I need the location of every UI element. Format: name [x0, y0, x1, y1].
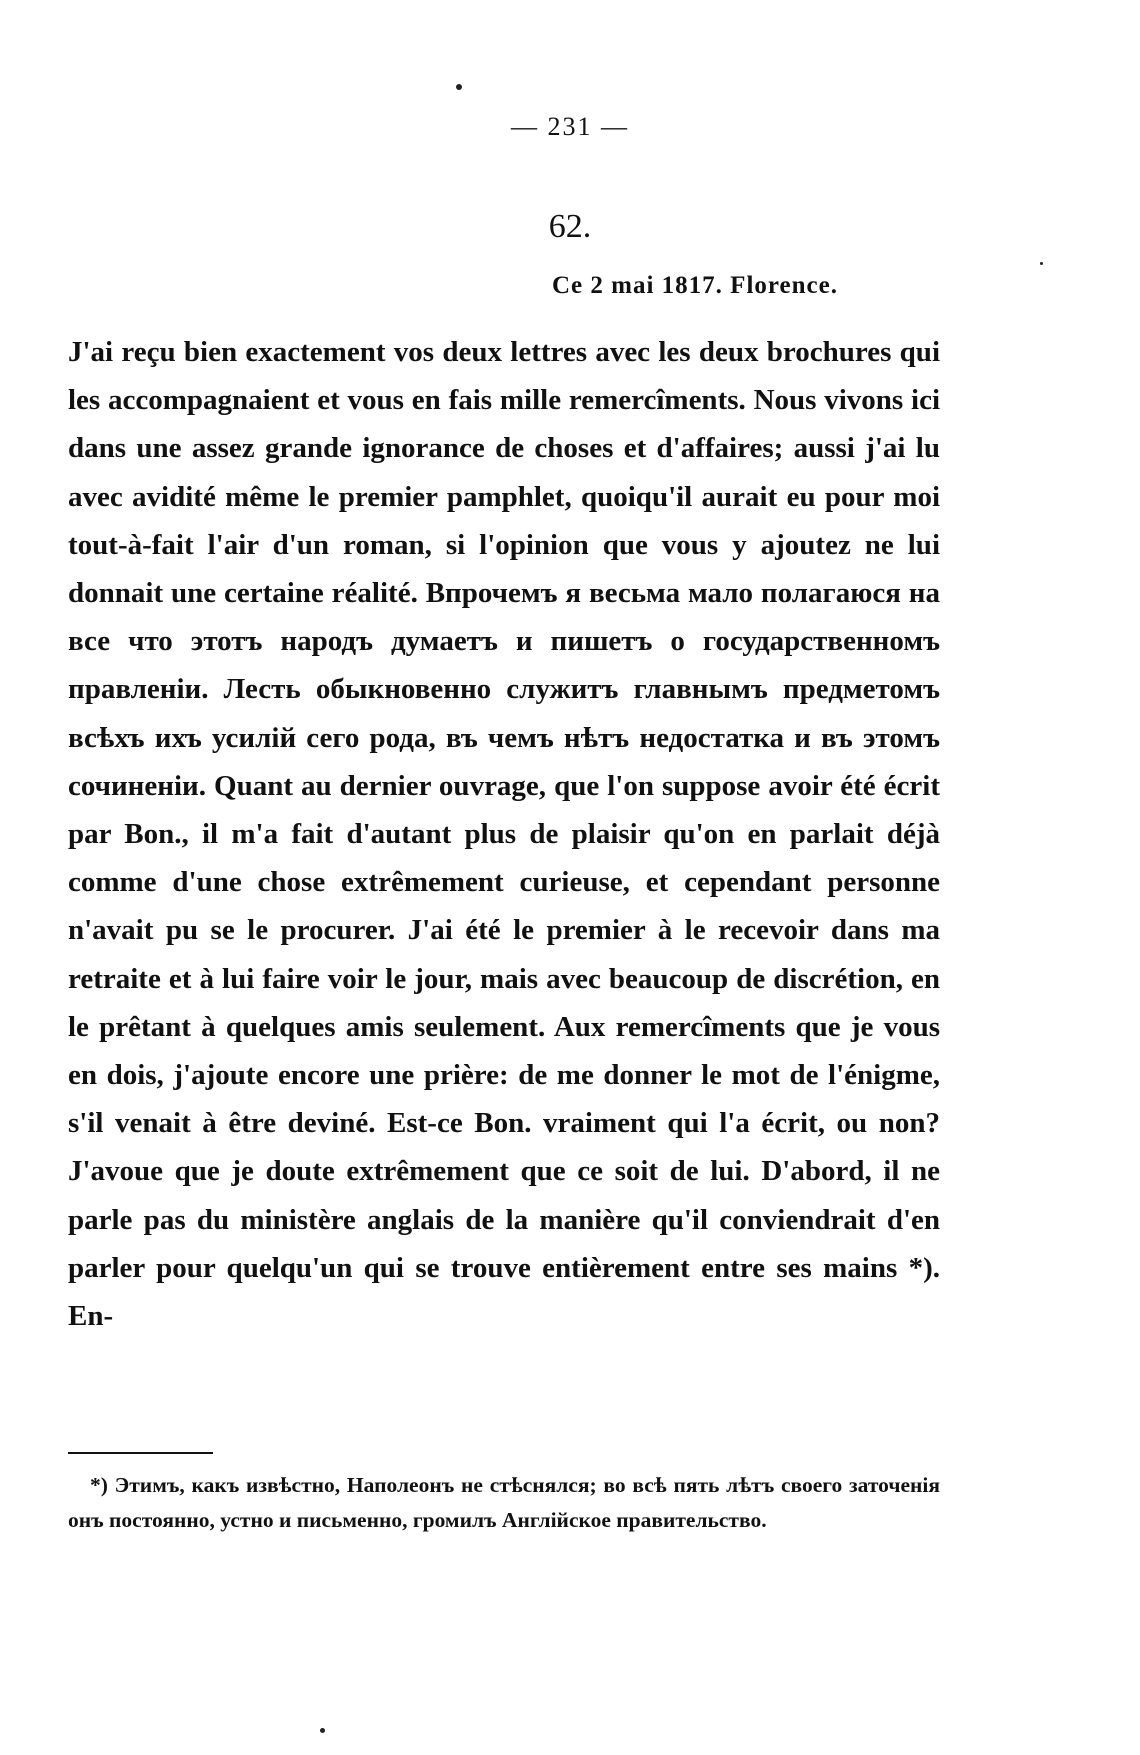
footnote-divider: [68, 1452, 213, 1454]
scan-speck: [456, 84, 462, 90]
page-number-header: — 231 —: [511, 112, 629, 141]
scan-speck: [320, 1728, 325, 1733]
letter-body-text: J'ai reçu bien exactement vos deux lettres avec les deux brochures qui les accompagnaient et vous en fais mille remercîments. Nous vivons ici dans une assez grande ignorance de choses et d'affaires; aussi j'ai lu avec avidité même le premier pamphlet, quoiqu'il aurait eu pour moi tout-à-fait l'air d'un roman, si l'opinion que vous y ajoutez ne lui donnait une certaine réalité. Впрочемъ я весьма мало полагаюся на все что этотъ народъ думаетъ и пишетъ о государственномъ правленіи. Лесть обыкновенно служитъ главнымъ предметомъ всѣхъ ихъ усилій сего рода, въ чемъ нѣтъ недостатка и въ этомъ сочиненіи. Quant au dernier ouvrage, que l'on suppose avoir été écrit par Bon., il m'a fait d'autant plus de plaisir qu'on en parlait déjà comme d'une chose extrêmement curieuse, et cependant personne n'avait pu se le procurer. J'ai été le premier à le recevoir dans ma retraite et à lui faire voir le jour, mais avec beaucoup de discrétion, en le prêtant à quelques amis seulement. Aux remercîments que je vous en dois, j'ajoute encore une prière: de me donner le mot de l'énigme, s'il venait à être deviné. Est-ce Bon. vraiment qui l'a écrit, ou non? J'avoue que je doute extrêmement que ce soit de lui. D'abord, il ne parle pas du ministère anglais de la manière qu'il conviendrait d'en parler pour quelqu'un qui se trouve entièrement entre ses mains *). En-: [68, 336, 940, 1333]
scan-speck: [1040, 262, 1043, 265]
letter-dateline: Ce 2 mai 1817. Florence.: [552, 272, 838, 299]
footnote-text: *) Этимъ, какъ извѣстно, Наполеонъ не стѣснялся; во всѣ пять лѣтъ своего заточенія онъ постоянно, устно и письменно, громилъ Англійское правительство.: [68, 1473, 940, 1532]
letter-number: 62.: [548, 208, 592, 245]
